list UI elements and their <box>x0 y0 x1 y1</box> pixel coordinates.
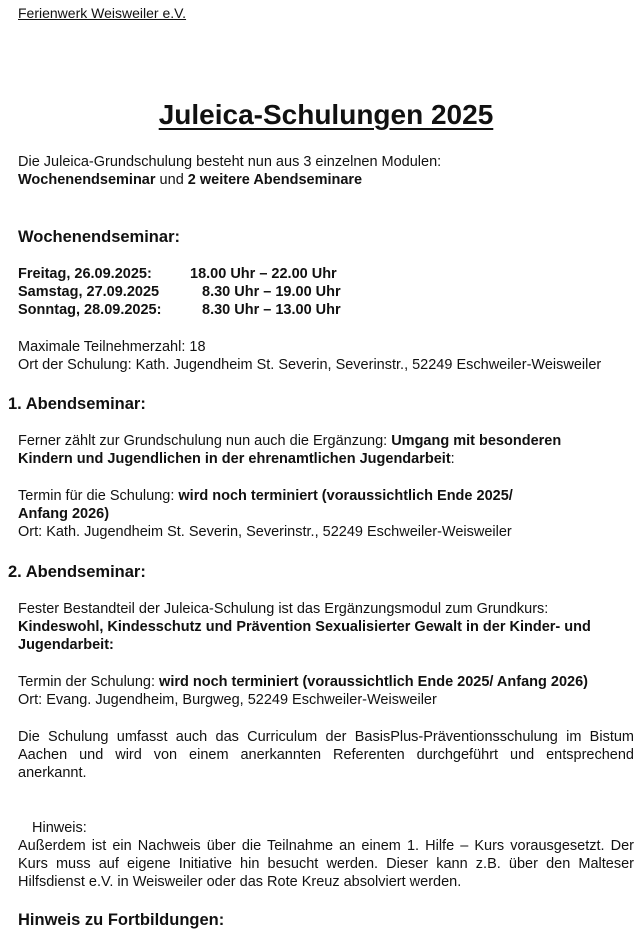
intro-line-1: Die Juleica-Grundschulung besteht nun aus 3 einzelnen Modulen: <box>18 154 442 170</box>
evening1-module-title-cont: Kindern und Jugendlichen in der ehrenamtlichen Jugendarbeit <box>18 451 451 467</box>
page-title: Juleica-Schulungen 2025 <box>158 99 494 130</box>
schedule-time: 18.00 Uhr – 22.00 Uhr <box>190 266 337 282</box>
evening1-location: Ort: Kath. Jugendheim St. Severin, Severinstr., 52249 Eschweiler-Weisweiler <box>18 524 512 540</box>
evening2-term-value: wird noch terminiert (voraussichtlich Ende 2025/ Anfang 2026) <box>159 674 588 690</box>
training-heading: Hinweis zu Fortbildungen: <box>18 911 225 929</box>
evening2-text-line-1: Fester Bestandteil der Juleica-Schulung ist das Ergänzungsmodul zum Grundkurs: <box>18 601 549 617</box>
evening1-module-title: Umgang mit besonderen <box>391 433 562 449</box>
evening1-term-value: wird noch terminiert (voraussichtlich Ende 2025/ <box>178 488 513 504</box>
evening2-heading: 2. Abendseminar: <box>8 563 146 581</box>
organization-name: Ferienwerk Weisweiler e.V. <box>18 5 187 21</box>
schedule-time: 8.30 Uhr – 19.00 Uhr <box>202 284 341 300</box>
schedule-row-friday <box>18 265 341 283</box>
evening1-text-line-2 <box>18 450 455 468</box>
evening1-heading: 1. Abendseminar: <box>8 395 146 413</box>
schedule-day: Samstag, 27.09.2025 <box>18 284 160 300</box>
weekend-location: Ort der Schulung: Kath. Jugendheim St. Severin, Severinstr., 52249 Eschweiler-Weisweiler <box>18 357 602 373</box>
schedule-row-saturday <box>18 283 341 301</box>
intro-connector: und <box>155 172 188 188</box>
evening1-text-line-1 <box>18 432 561 450</box>
intro-evening-label: 2 weitere Abendseminare <box>187 172 363 188</box>
schedule-row-sunday <box>18 301 341 319</box>
evening2-term-line <box>18 673 588 691</box>
evening1-colon: : <box>450 451 455 467</box>
weekend-max-participants: Maximale Teilnehmerzahl: 18 <box>18 339 206 355</box>
intro-weekend-label: Wochenendseminar <box>18 172 156 188</box>
weekend-heading: Wochenendseminar: <box>18 228 180 246</box>
schedule-time: 8.30 Uhr – 13.00 Uhr <box>202 302 341 318</box>
schedule-day: Sonntag, 28.09.2025: <box>18 302 162 318</box>
evening1-text: Ferner zählt zur Grundschulung nun auch die Ergänzung: <box>18 433 392 449</box>
note-label: Hinweis: <box>32 820 87 836</box>
schedule-day: Freitag, 26.09.2025: <box>18 266 152 282</box>
evening2-location: Ort: Evang. Jugendheim, Burgweg, 52249 Eschweiler-Weisweiler <box>18 692 437 708</box>
evening1-term-line-1 <box>18 487 513 505</box>
note-text: Außerdem ist ein Nachweis über die Teilnahme an einem 1. Hilfe – Kurs vorausgesetzt. Der Kurs muss auf eigene Initiative hin besucht werden. Dieser kann z.B. über den Malteser Hilfsdienst e.V. in Weisweiler oder das Rote Kreuz absolviert werden. <box>18 838 634 890</box>
weekend-schedule <box>18 265 341 319</box>
evening2-term-label: Termin der Schulung: <box>18 674 160 690</box>
evening1-term-label: Termin für die Schulung: <box>18 488 179 504</box>
intro-line-2 <box>18 171 362 189</box>
evening2-module-title-cont: Jugendarbeit: <box>18 637 114 653</box>
evening2-curriculum: Die Schulung umfasst auch das Curriculum der BasisPlus-Präventionsschulung im Bistum Aachen und wird von einem anerkannten Referenten durchgeführt und entsprechend anerkannt. <box>18 729 634 781</box>
evening1-term-line-2: Anfang 2026) <box>18 506 110 522</box>
evening2-module-title: Kindeswohl, Kindesschutz und Prävention Sexualisierter Gewalt in der Kinder- und <box>18 619 591 635</box>
